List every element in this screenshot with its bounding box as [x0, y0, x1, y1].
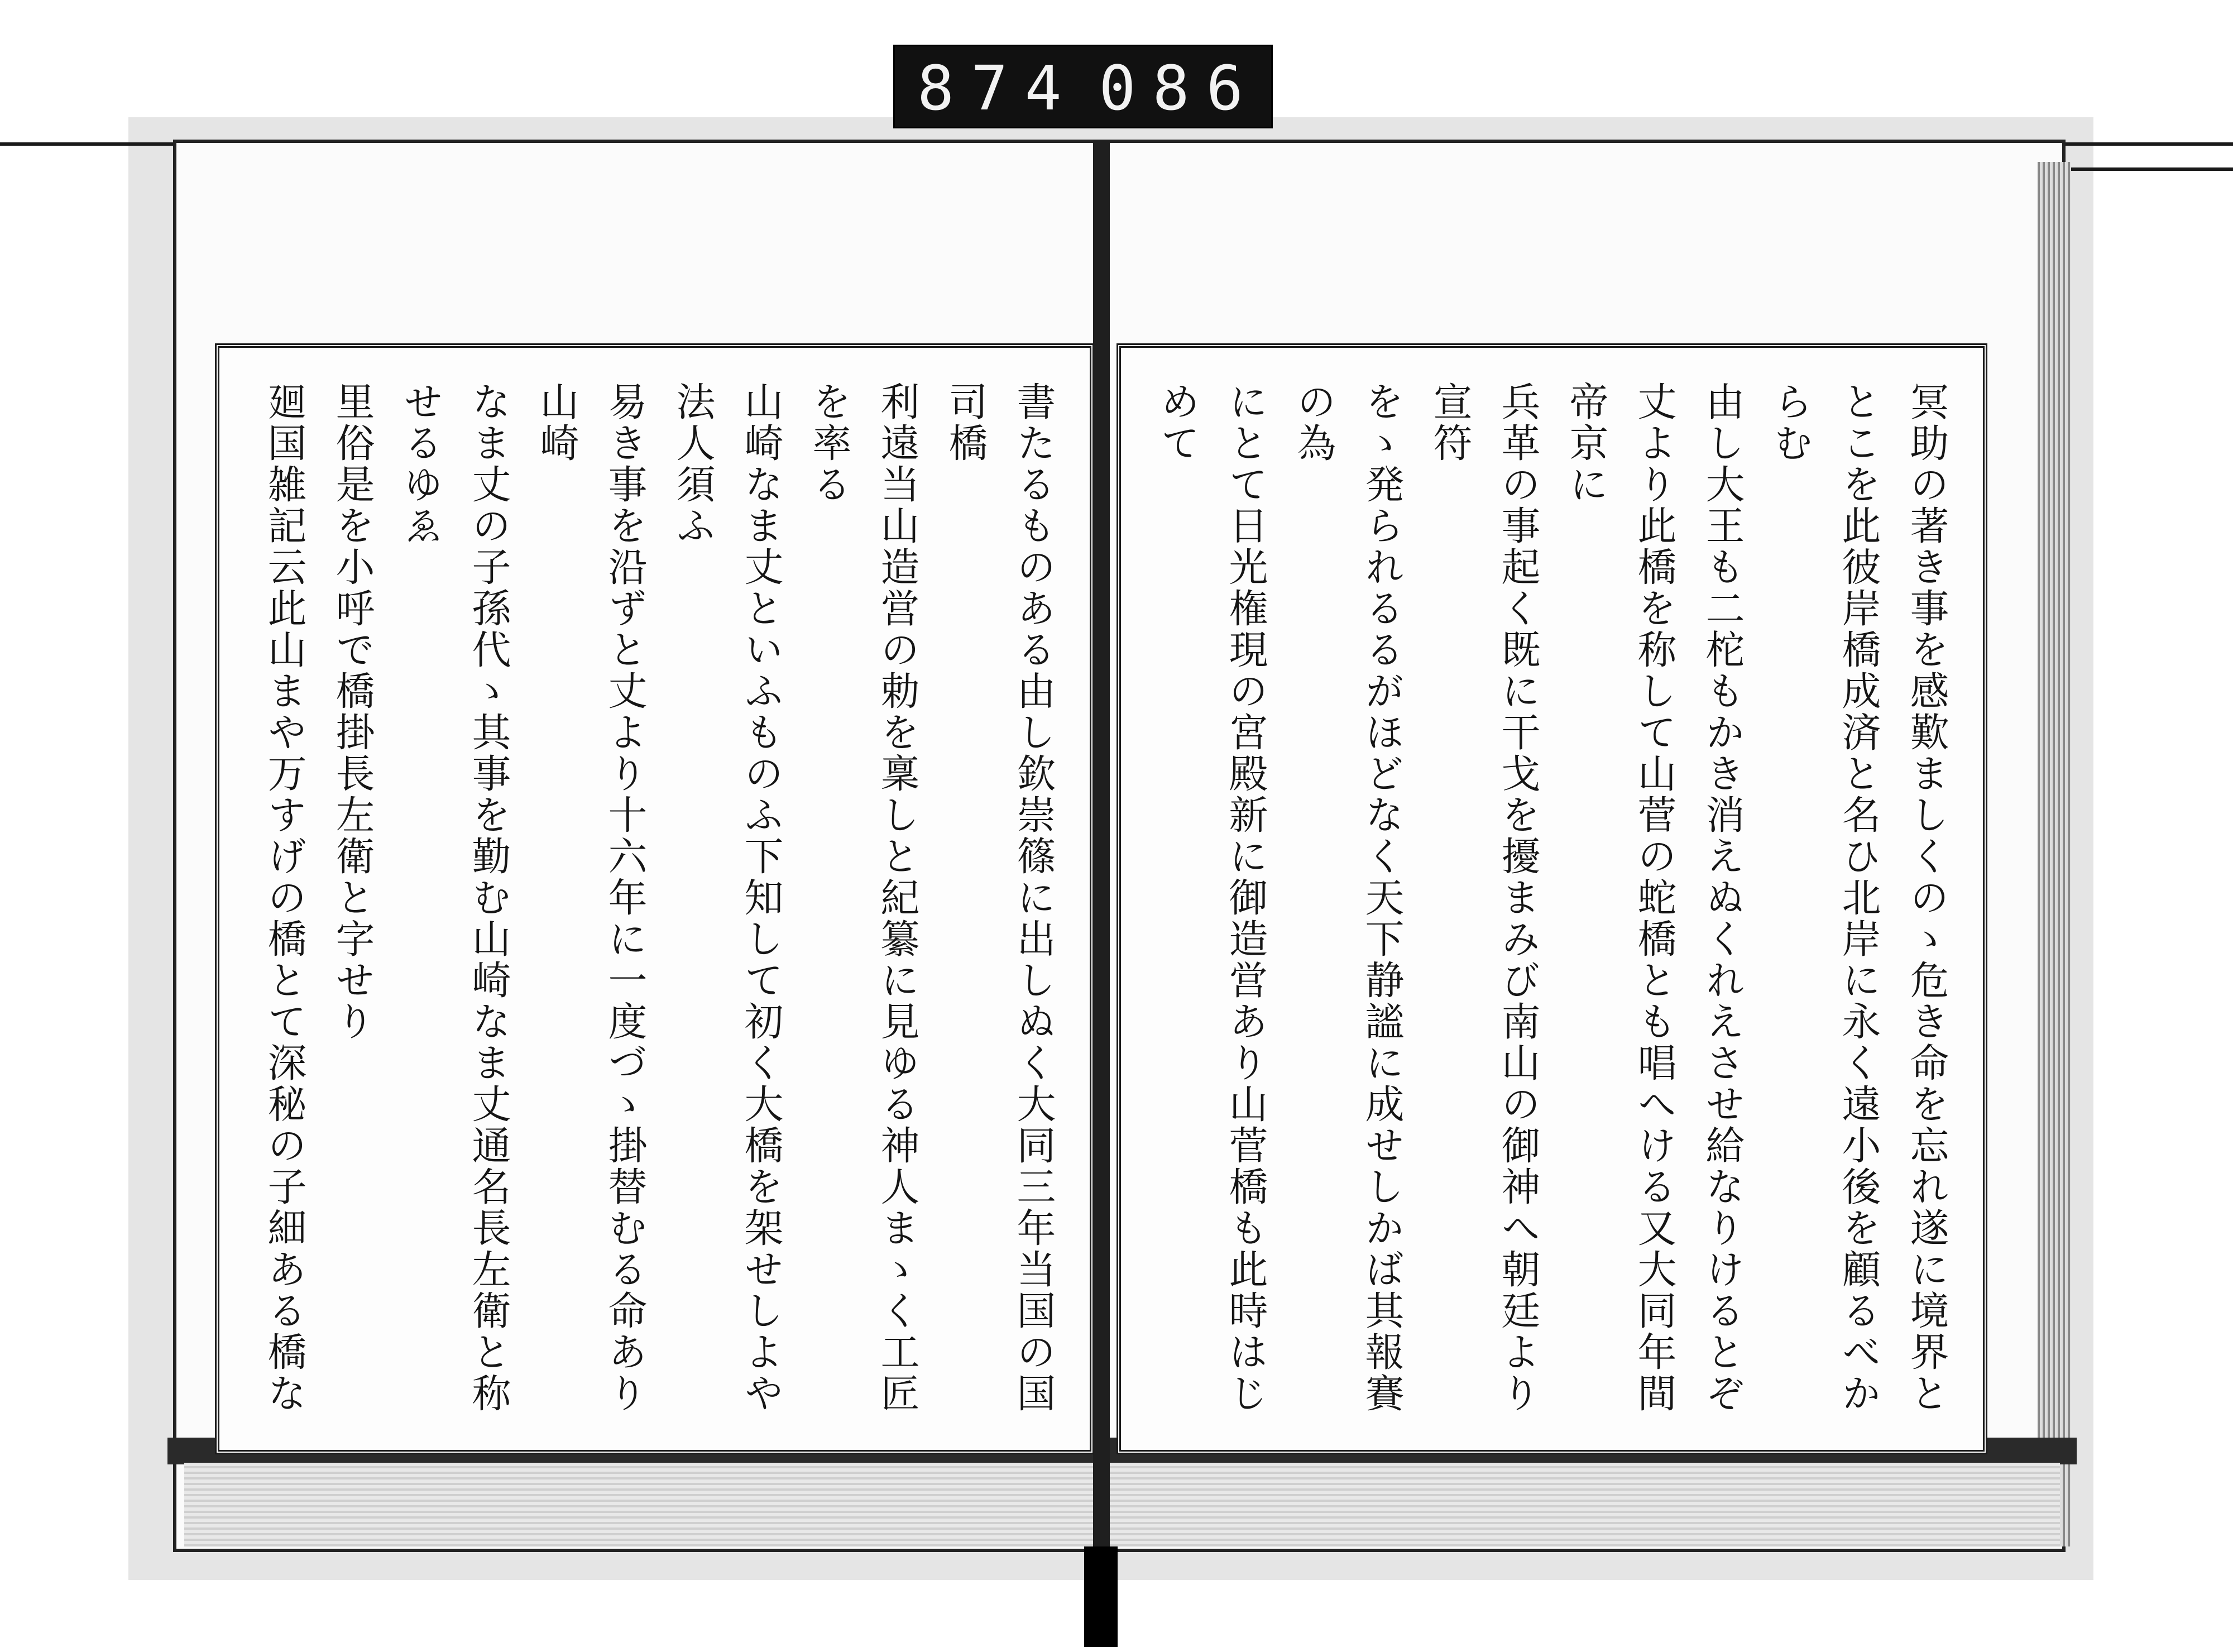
spine-bottom-block [1084, 1546, 1118, 1647]
text-line: 丈より此橋を称して山菅の蛇橋とも唱へける又大同年間帝京に [1563, 381, 1677, 1414]
left-page-text [242, 381, 1067, 1416]
text-line: なま丈の子孫代ゝ其事を勤む山崎なま丈通名長左衛と称せるゆゑ [397, 381, 511, 1414]
text-line: 冥助の著き事を感歎ましくのゝ危き命を忘れ遂に境界と [1904, 381, 1949, 1414]
right-page-frame [1116, 343, 1987, 1454]
page-edge-right [2038, 162, 2071, 1546]
text-line: 山崎なま丈といふものふ下知して初く大橋を架せしよや法人須ふ [670, 381, 784, 1414]
archive-number-right: 086 [1099, 52, 1260, 124]
text-line: 書たるものある由し欽崇篠に出しぬく大同三年当国の国司橋 [942, 381, 1056, 1414]
right-page-text [1143, 381, 1961, 1416]
text-line: 易き事を沿ずと丈より十六年に一度づゝ掛替むる命あり山崎 [534, 381, 648, 1414]
text-line: 由し大王も二柁もかき消えぬくれえさせ給なりけるとぞ [1699, 381, 1745, 1414]
page-edge-bottom [184, 1463, 2060, 1546]
text-line: 里俗是を小呼で橋掛長左衛と字せり [329, 381, 375, 1042]
text-line: をゝ発られるるがほどなく天下静謐に成せしかば其報賽の為 [1291, 381, 1405, 1414]
book-spine [1093, 140, 1110, 1552]
text-line: とこを此彼岸橋成済と名ひ北岸に永く遠小後を顧るべからむ [1767, 381, 1881, 1414]
text-line: 廻国雑記云此山まや万すげの橋とて深秘の子細ある橋な [261, 381, 307, 1414]
text-line: 兵革の事起く既に干戈を擾まみび南山の御神へ朝廷より宣符 [1427, 381, 1541, 1414]
left-page-frame [215, 343, 1094, 1454]
text-line: にとて日光権現の宮殿新に御造営あり山菅橋も此時はじめて [1154, 381, 1268, 1414]
archive-number-label [893, 45, 1273, 128]
text-line: 利遠当山造営の勅を稟しと紀纂に見ゆる神人まゝく工匠を率る [806, 381, 920, 1414]
archive-number-left: 874 [917, 52, 1079, 124]
